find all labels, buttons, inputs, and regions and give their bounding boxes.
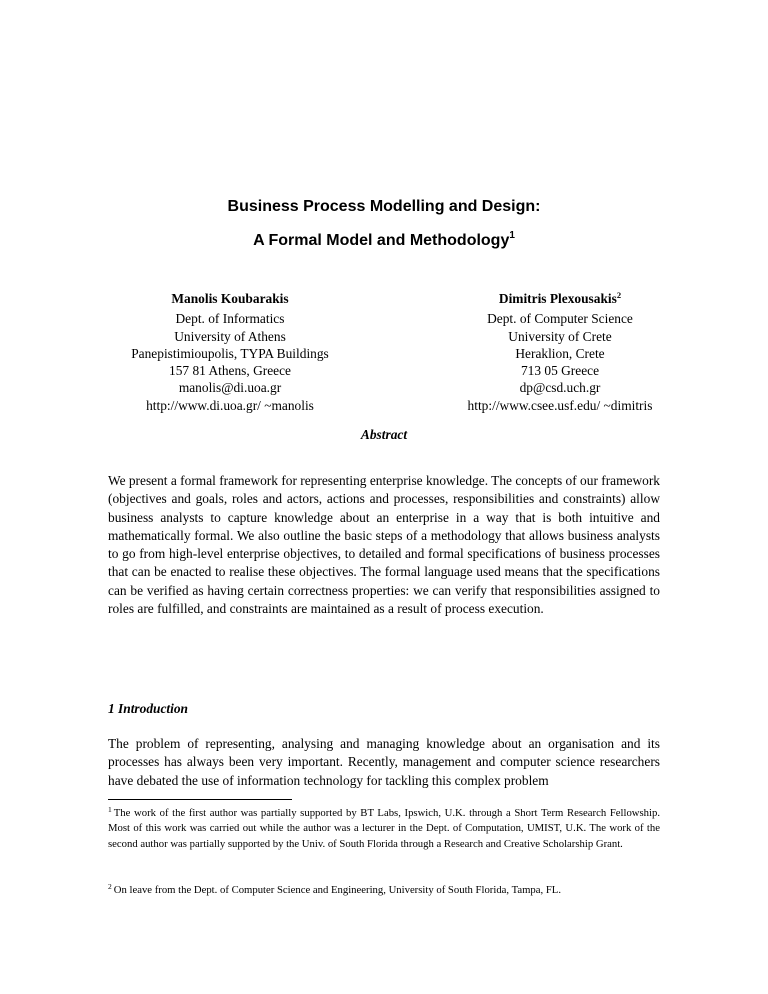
author-affiliation-line: 157 81 Athens, Greece [169,363,291,379]
abstract-text: We present a formal framework for representing enterprise knowledge. The concepts of our framework (objectives and goals, roles and actors, actions and processes, responsibilities and constraints) allow business analysts to capture knowledge about an enterprise in a way that is both intuitive and mathematically formal. We also outline the basic steps of a methodology that allows business analysts to go from high-level enterprise objectives, to detailed and formal specifications of business processes that can be enacted to realise these objectives. The formal language used means that the specifications can be verified as having certain correctness properties: we can verify that responsibilities assigned to roles are fulfilled, and constraints are maintained as a result of process execution. [108,473,660,617]
author-homepage: http://www.di.uoa.gr/ ~manolis [146,397,314,413]
footnote-text: The work of the first author was partially supported by BT Labs, Ipswich, U.K. through a Short Term Research Fellowship. Most of this work was carried out while the author was a lecturer in the Dept. of Computation, UMIST, U.K. The work of the second author was partially supported by the Univ. of South Florida through a Research and Creative Scholarship Grant. [108,807,660,850]
introduction-text: The problem of representing, analysing and managing knowledge about an organisation and its processes has always been very important. Recently, management and computer science researchers have debated the use of information technology for tackling this complex problem [108,736,660,788]
author-affiliation-line: Heraklion, Crete [515,345,605,361]
author-footnote-mark: 2 [616,290,622,300]
author-affiliation-line: Dept. of Computer Science [487,311,633,327]
author-block-2 [430,290,690,414]
section-heading-introduction: 1 Introduction [108,701,188,716]
footnote-divider [108,799,292,800]
author-email: dp@csd.uch.gr [519,380,601,396]
author-affiliation-line: University of Athens [174,328,286,344]
footnote-2 [108,883,660,898]
author-affiliation-line: Panepistimioupolis, TYPA Buildings [131,345,329,361]
author-name-text: Dimitris Plexousakis [498,291,617,306]
author-homepage: http://www.csee.usf.edu/ ~dimitris [467,397,653,413]
footnote-1 [108,806,660,852]
author-name-text: Manolis Koubarakis [171,291,289,306]
author-block-1 [110,290,350,414]
author-affiliation-line: University of Crete [508,328,612,344]
author-affiliation-line: Dept. of Informatics [175,311,285,327]
author-affiliation-line: 713 05 Greece [520,363,600,379]
title-footnote-mark: 1 [509,230,515,241]
footnote-mark: 1 [108,805,112,814]
paper-title-line-1: Business Process Modelling and Design: [227,198,541,215]
abstract-heading: Abstract [360,427,408,442]
paper-title-line-2-text: A Formal Model and Methodology [253,232,510,249]
footnote-text: On leave from the Dept. of Computer Science and Engineering, University of South Florida, Tampa, FL. [113,884,561,896]
author-name [110,290,350,307]
author-name [430,290,690,307]
paper-title-line-2 [0,232,768,250]
footnote-mark: 2 [108,882,112,891]
author-email: manolis@di.uoa.gr [178,380,282,396]
